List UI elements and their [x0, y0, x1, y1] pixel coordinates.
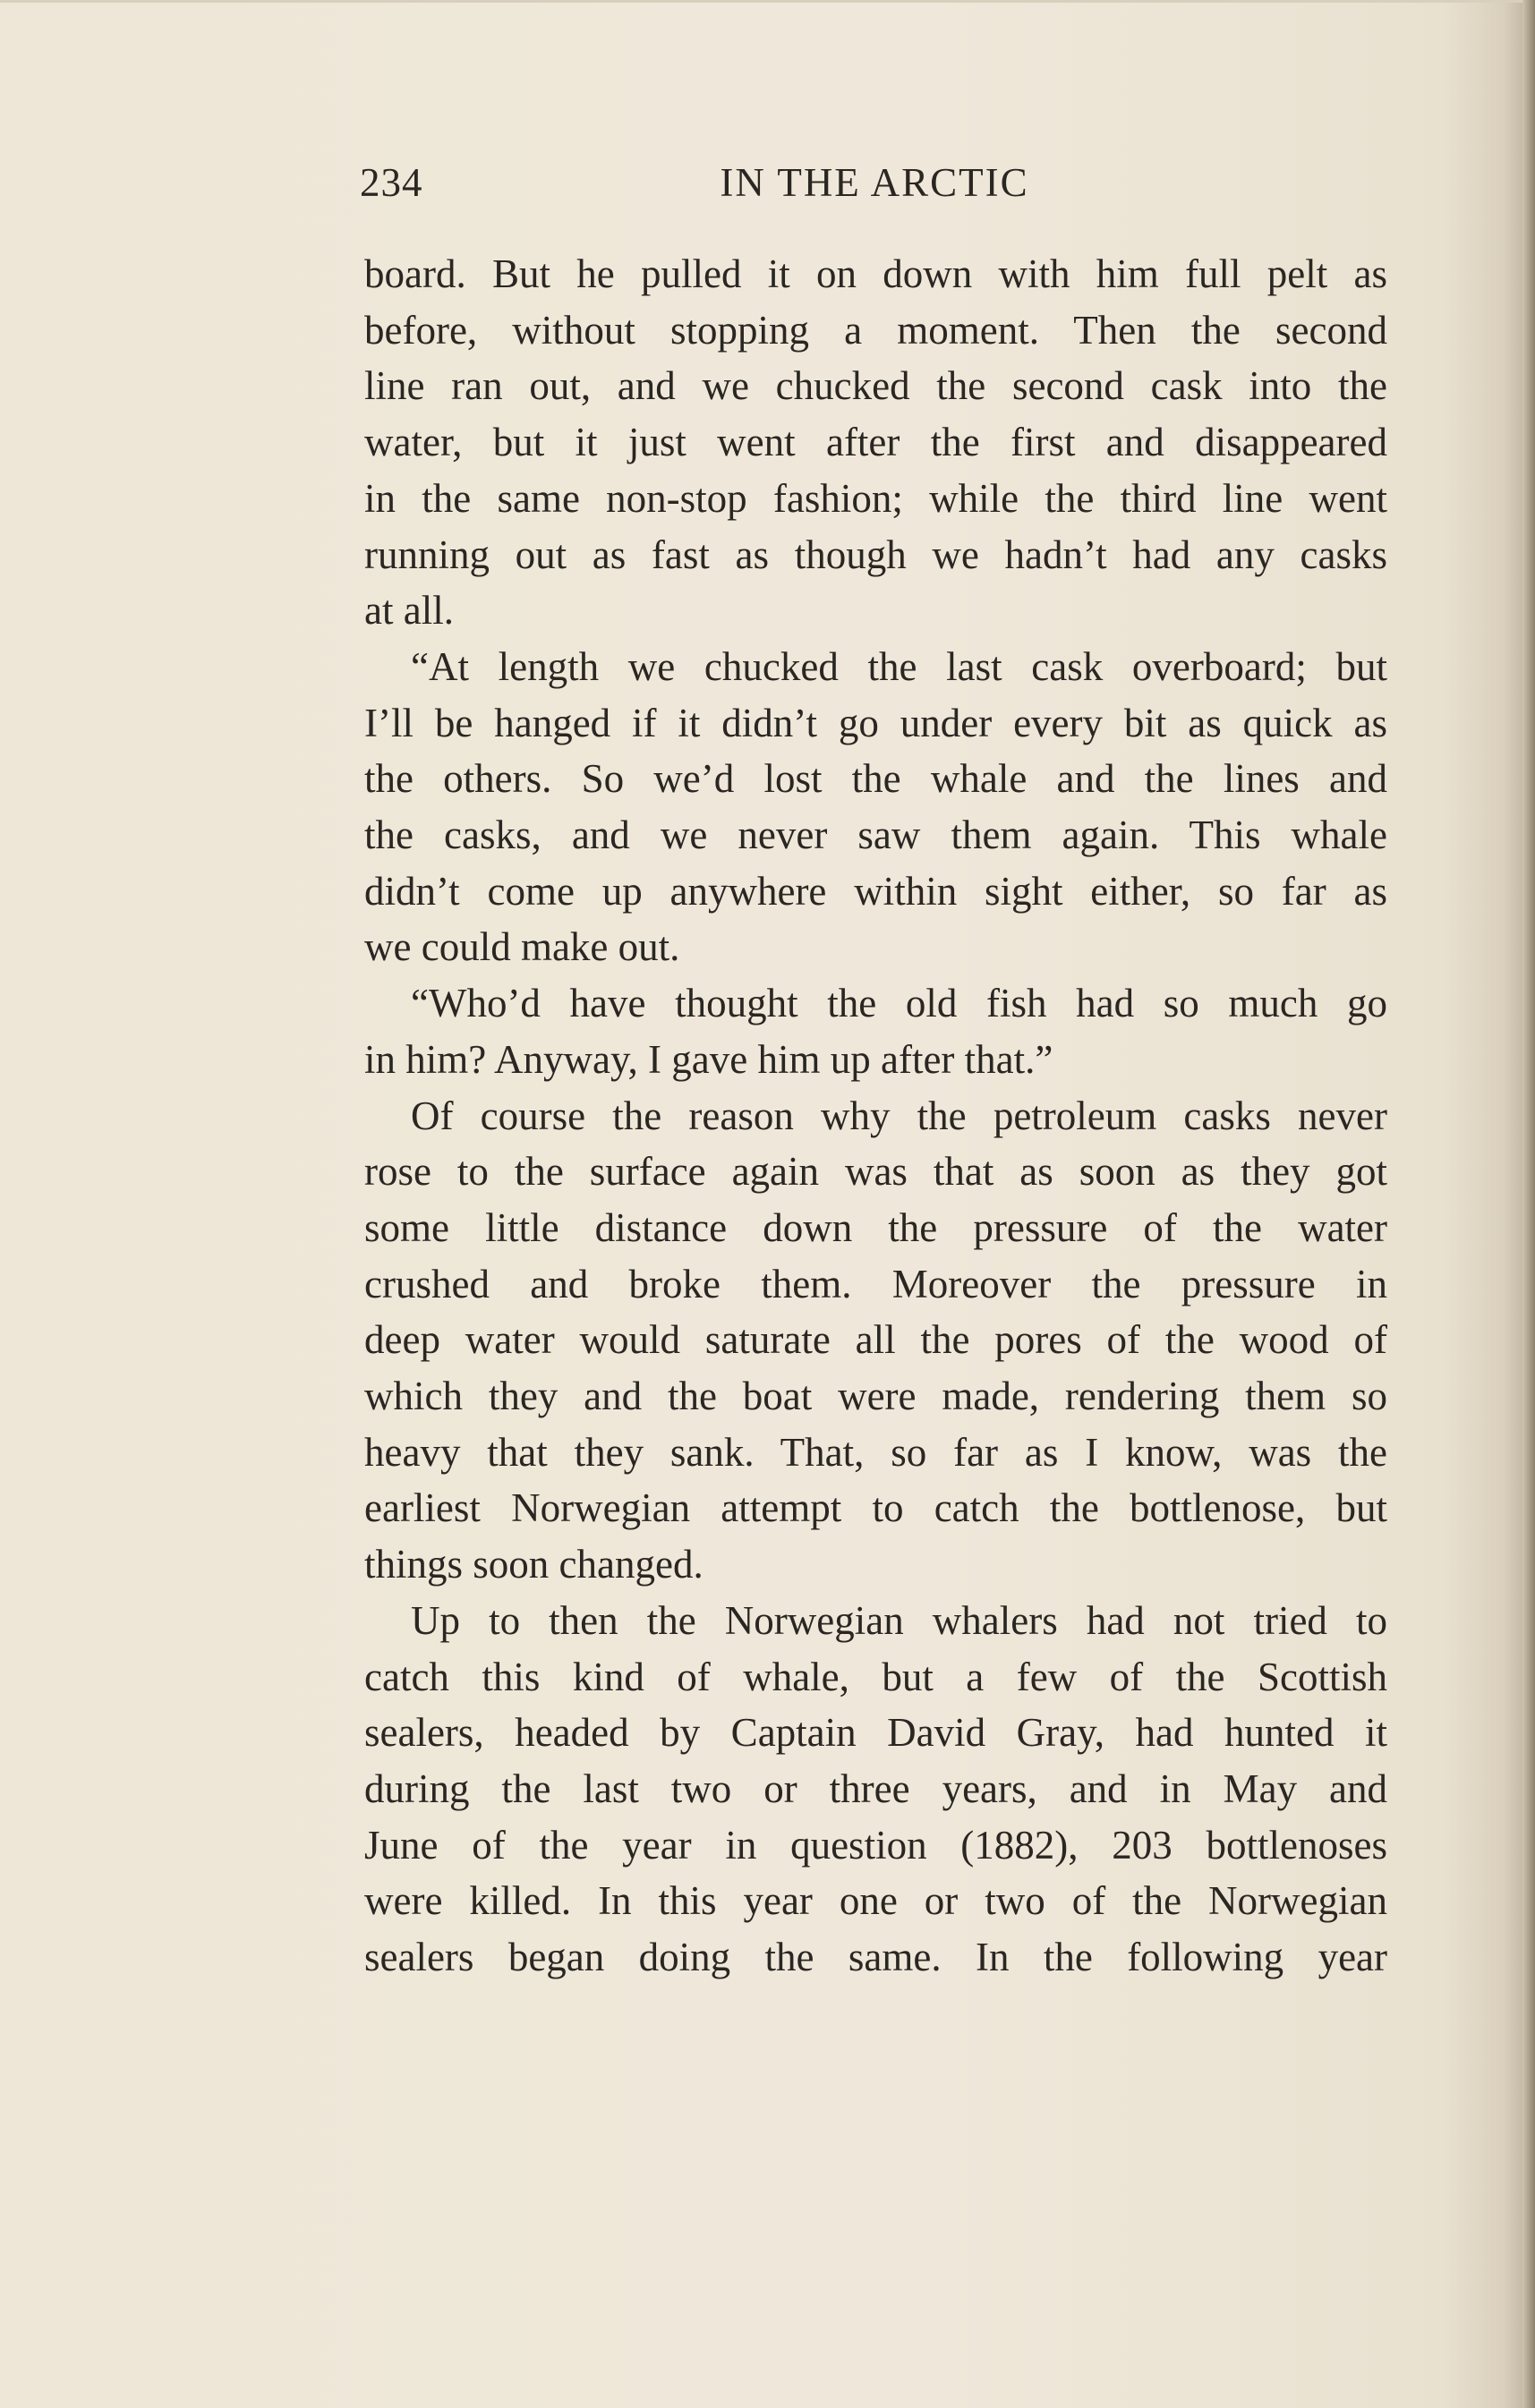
text-line: some little distance down the pressure of the water	[364, 1204, 1387, 1250]
text-line: were killed. In this year one or two of the Norwegian	[364, 1878, 1387, 1924]
text-line: during the last two or three years, and in May and	[364, 1766, 1387, 1811]
text-line: which they and the boat were made, rendering them so	[364, 1374, 1387, 1419]
text-line: I’ll be hanged if it didn’t go under every bit as quick as	[364, 700, 1387, 745]
text-line: things soon changed.	[364, 1542, 704, 1587]
text-line: June of the year in question (1882), 203 bottlenoses	[364, 1822, 1387, 1868]
page-top-edge	[0, 0, 1535, 3]
text-line: “Who’d have thought the old fish had so much go	[411, 981, 1387, 1026]
text-line: “At length we chucked the last cask overboard; but	[411, 643, 1387, 689]
text-line: Of course the reason why the petroleum casks never	[411, 1093, 1387, 1138]
text-line: didn’t come up anywhere within sight either, so far as	[364, 868, 1387, 914]
text-line: catch this kind of whale, but a few of the Scottish	[364, 1654, 1387, 1699]
text-line: Up to then the Norwegian whalers had not tried to	[411, 1597, 1387, 1643]
text-line: heavy that they sank. That, so far as I know, was the	[364, 1429, 1387, 1475]
page-right-edge	[1522, 0, 1535, 2408]
text-line: at all.	[364, 588, 454, 634]
text-line: we could make out.	[364, 924, 680, 970]
text-line: the casks, and we never saw them again. This whale	[364, 813, 1387, 858]
page-header	[360, 159, 1389, 222]
text-line: water, but it just went after the first and disappeared	[364, 420, 1387, 465]
text-line: sealers began doing the same. In the following year	[364, 1935, 1387, 1980]
text-line: before, without stopping a moment. Then the second	[364, 307, 1387, 353]
text-line: deep water would saturate all the pores of the wood of	[364, 1317, 1387, 1363]
text-line: rose to the surface again was that as soon as they got	[364, 1149, 1387, 1195]
body-text	[364, 246, 1387, 1986]
text-line: crushed and broke them. Moreover the pressure in	[364, 1261, 1387, 1306]
text-line: in him? Anyway, I gave him up after that.”	[364, 1036, 1053, 1082]
text-line: running out as fast as though we hadn’t had any casks	[364, 532, 1387, 577]
text-line: sealers, headed by Captain David Gray, had hunted it	[364, 1710, 1387, 1756]
text-line: line ran out, and we chucked the second cask into the	[364, 363, 1387, 409]
running-head: IN THE ARCTIC	[720, 160, 1029, 205]
text-line: in the same non-stop fashion; while the third line went	[364, 475, 1387, 521]
text-line: the others. So we’d lost the whale and the lines and	[364, 756, 1387, 802]
page-number: 234	[360, 160, 423, 205]
text-line: earliest Norwegian attempt to catch the bottlenose, but	[364, 1485, 1387, 1531]
text-line: board. But he pulled it on down with him full pelt as	[364, 251, 1387, 296]
